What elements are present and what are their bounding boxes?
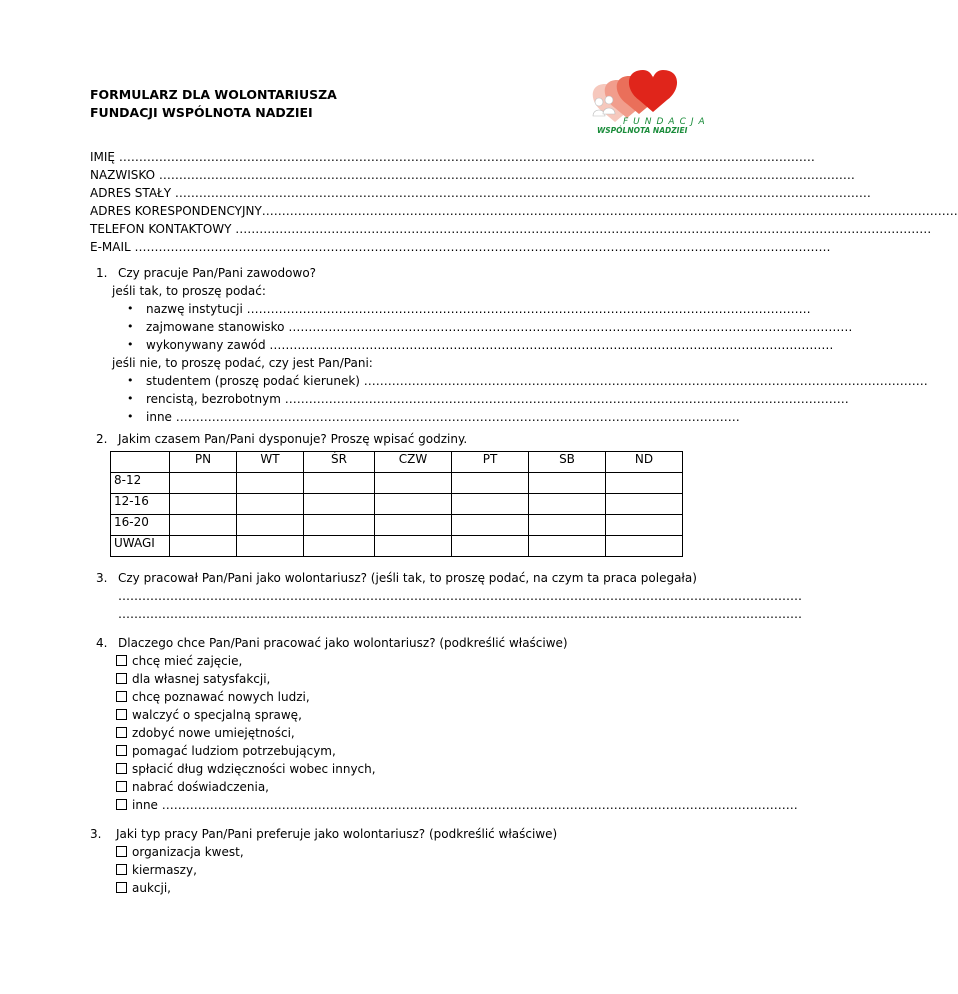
checkbox-icon[interactable] [116,673,127,684]
checkbox-icon[interactable] [116,691,127,702]
logo-text-wspolnota: WSPÓLNOTA NADZIEI [597,126,688,135]
checkbox-icon[interactable] [116,709,127,720]
schedule-cell[interactable] [304,536,375,557]
bullet-icon: • [127,374,134,387]
q5-option-fairs[interactable]: kiermaszy, [116,863,197,877]
checkbox-icon[interactable] [116,799,127,810]
q1-number: 1. [96,266,108,280]
schedule-cell[interactable] [170,536,237,557]
checkbox-icon[interactable] [116,655,127,666]
schedule-cell[interactable] [529,473,606,494]
foundation-logo [585,62,710,135]
schedule-cell[interactable] [304,473,375,494]
q5-number: 3. [90,827,102,841]
q3-number: 3. [96,571,108,585]
schedule-cell[interactable] [237,494,304,515]
row-label: 8-12 [111,473,170,494]
q5-question: Jaki typ pracy Pan/Pani preferuje jako wolontariusz? (podkreślić właściwe) [116,827,558,841]
table-row [111,515,683,536]
q1-no-item-other[interactable]: inne …………………………………………………………………………………………………………………………… [146,410,740,424]
q1-no-item-student[interactable]: studentem (proszę podać kierunek) …………………………………………………………………………………………………………………………… [146,374,928,388]
q4-option-other[interactable]: inne …………………………………………………………………………………………………………………………………………… [116,798,674,816]
checkbox-icon[interactable] [116,864,127,875]
form-title-line2: FUNDACJI WSPÓLNOTA NADZIEI [90,105,313,120]
q2-number: 2. [96,432,108,446]
field-first-name[interactable]: IMIĘ ………………………………………………………………………………………………………………………………………………………… [90,150,815,164]
table-corner-cell [111,452,170,473]
table-row [111,536,683,557]
q3-answer-line-2[interactable]: ……………………………………………………………………………………………………………………………………………………… [118,607,802,621]
table-row [111,473,683,494]
schedule-cell[interactable] [606,494,683,515]
hearts-logo-graphic [585,62,710,135]
q4-option-new-skills[interactable]: zdobyć nowe umiejętności, [116,726,295,740]
schedule-cell[interactable] [452,473,529,494]
row-label: UWAGI [111,536,170,557]
q1-question: Czy pracuje Pan/Pani zawodowo? [118,266,317,280]
schedule-cell[interactable] [170,515,237,536]
day-header: PN [170,452,237,473]
schedule-cell[interactable] [452,494,529,515]
bullet-icon: • [127,320,134,333]
q4-option-special-cause[interactable]: walczyć o specjalną sprawę, [116,708,302,722]
schedule-cell[interactable] [375,515,452,536]
day-header: ND [606,452,683,473]
bullet-icon: • [127,302,134,315]
q4-option-experience[interactable]: nabrać doświadczenia, [116,780,269,794]
checkbox-icon[interactable] [116,882,127,893]
q5-option-auctions[interactable]: aukcji, [116,881,171,895]
field-permanent-address[interactable]: ADRES STAŁY ………………………………………………………………………………………………………………………………………………………… [90,186,871,200]
field-last-name[interactable]: NAZWISKO ………………………………………………………………………………………………………………………………………………………… [90,168,855,182]
field-correspondence-address[interactable]: ADRES KORESPONDENCYJNY………………………………………………………………………………………………………………………………………………………… [90,204,958,218]
q1-yes-item-profession[interactable]: wykonywany zawód …………………………………………………………………………………………………………………………… [146,338,834,352]
q1-if-no: jeśli nie, to proszę podać, czy jest Pan/Pani: [112,356,373,370]
schedule-cell[interactable] [606,473,683,494]
bullet-icon: • [127,338,134,351]
row-label: 12-16 [111,494,170,515]
schedule-cell[interactable] [170,473,237,494]
day-header: ŚR [304,452,375,473]
checkbox-icon[interactable] [116,763,127,774]
day-header: SB [529,452,606,473]
schedule-cell[interactable] [606,536,683,557]
q1-no-item-pensioner[interactable]: rencistą, bezrobotnym …………………………………………………………………………………………………………………………… [146,392,849,406]
q4-number: 4. [96,636,108,650]
q2-question: Jakim czasem Pan/Pani dysponuje? Proszę wpisać godziny. [118,432,468,446]
schedule-cell[interactable] [529,494,606,515]
schedule-cell[interactable] [452,536,529,557]
field-phone[interactable]: TELEFON KONTAKTOWY ………………………………………………………………………………………………………………………………………………………… [90,222,932,236]
day-header: WT [237,452,304,473]
logo-text-fundacja: FUNDACJA [623,117,710,127]
form-title-line1: FORMULARZ DLA WOLONTARIUSZA [90,87,337,102]
day-header: CZW [375,452,452,473]
q4-option-help-people[interactable]: pomagać ludziom potrzebującym, [116,744,336,758]
schedule-cell[interactable] [375,473,452,494]
schedule-cell[interactable] [375,536,452,557]
q3-answer-line-1[interactable]: ……………………………………………………………………………………………………………………………………………………… [118,589,802,603]
schedule-cell[interactable] [237,536,304,557]
checkbox-icon[interactable] [116,846,127,857]
schedule-cell[interactable] [237,515,304,536]
schedule-cell[interactable] [529,515,606,536]
schedule-cell[interactable] [304,494,375,515]
bullet-icon: • [127,392,134,405]
field-email[interactable]: E-MAIL ………………………………………………………………………………………………………………………………………………………… [90,240,831,254]
bullet-icon: • [127,410,134,423]
row-label: 16-20 [111,515,170,536]
q5-option-fundraising[interactable]: organizacja kwest, [116,845,244,859]
schedule-cell[interactable] [606,515,683,536]
schedule-cell[interactable] [375,494,452,515]
q4-option-satisfaction[interactable]: dla własnej satysfakcji, [116,672,270,686]
schedule-cell[interactable] [529,536,606,557]
checkbox-icon[interactable] [116,781,127,792]
schedule-cell[interactable] [304,515,375,536]
availability-table [110,451,683,557]
checkbox-icon[interactable] [116,745,127,756]
q4-option-gratitude[interactable]: spłacić dług wdzięczności wobec innych, [116,762,376,776]
checkbox-icon[interactable] [116,727,127,738]
table-header-row [111,452,683,473]
q1-yes-item-position[interactable]: zajmowane stanowisko …………………………………………………………………………………………………………………………… [146,320,853,334]
q4-option-occupation[interactable]: chcę mieć zajęcie, [116,654,242,668]
day-header: PT [452,452,529,473]
schedule-cell[interactable] [237,473,304,494]
q1-yes-item-institution[interactable]: nazwę instytucji …………………………………………………………………………………………………………………………… [146,302,811,316]
schedule-cell[interactable] [452,515,529,536]
q4-option-meet-people[interactable]: chcę poznawać nowych ludzi, [116,690,310,704]
q4-question: Dlaczego chce Pan/Pani pracować jako wolontariusz? (podkreślić właściwe) [118,636,568,650]
table-row [111,494,683,515]
q1-if-yes: jeśli tak, to proszę podać: [112,284,266,298]
q3-question: Czy pracował Pan/Pani jako wolontariusz? (jeśli tak, to proszę podać, na czym ta praca polegała) [118,571,697,585]
schedule-cell[interactable] [170,494,237,515]
